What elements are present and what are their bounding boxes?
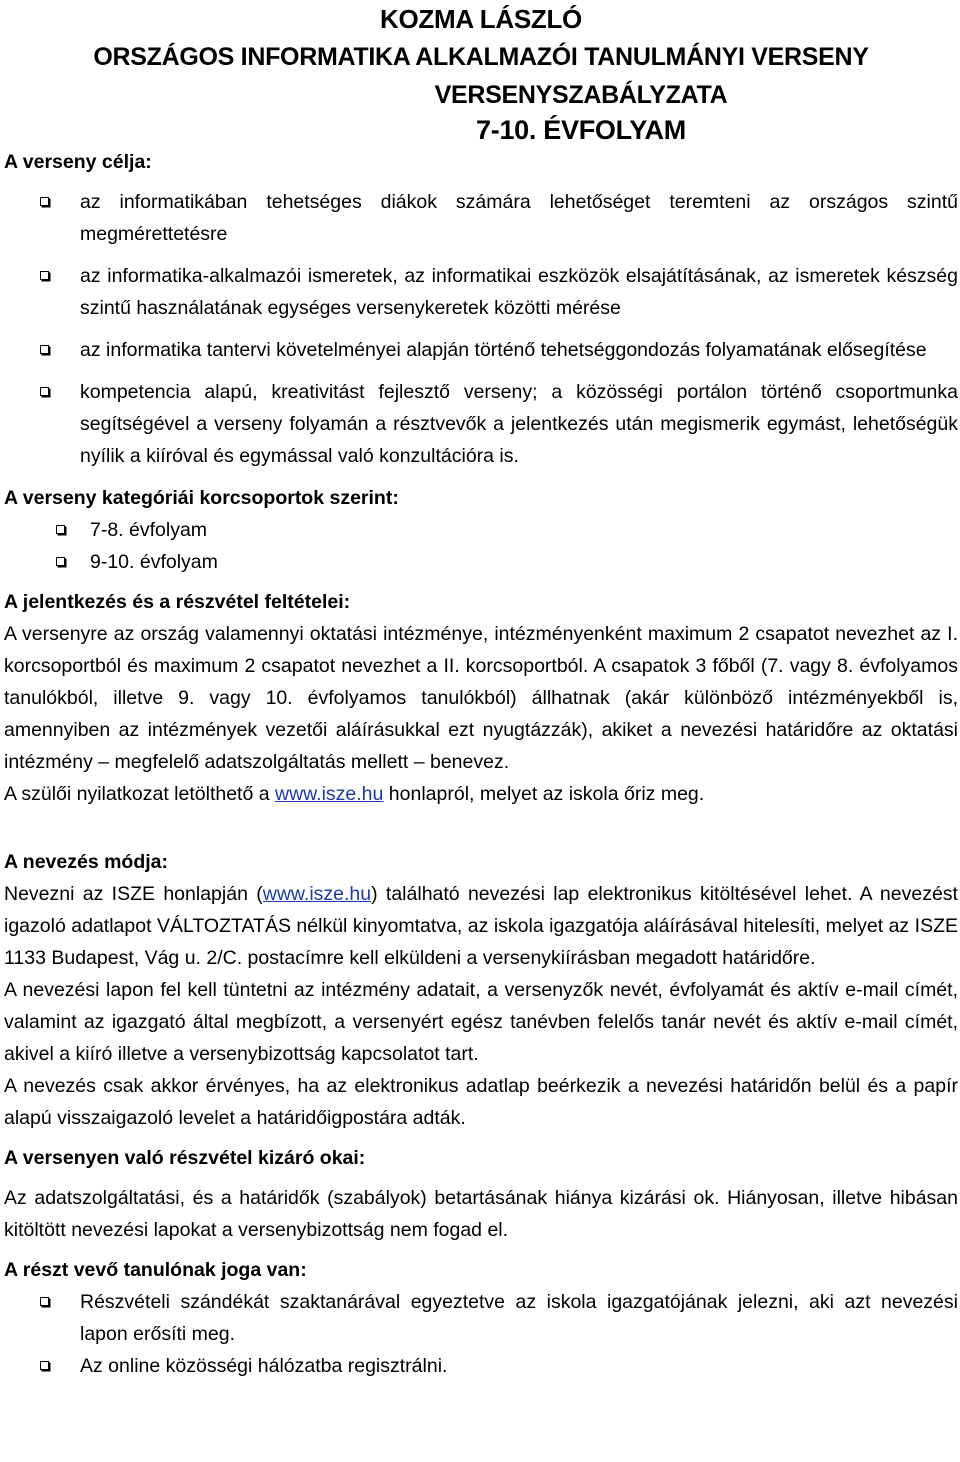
list-item: kompetencia alapú, kreativitást fejlesztő verseny; a közösségi portálon történő csoportmunka segítségével a verseny folyamán a résztvevők a jelentkezés után megismerik egymást, lehetőségük nyílik a kiíróval és egymással való konzultációra is. [4,376,958,472]
list-item: az informatika-alkalmazói ismeretek, az informatikai eszközök elsajátításának, az ismeretek készség szintű használatának egységes versenykeretek közötti mérése [4,260,958,324]
list-item: az informatika tantervi követelményei alapján történő tehetséggondozás folyamatának elősegítése [4,334,958,366]
checkbox-bullet-icon [40,271,49,280]
parent-declaration-paragraph: A szülői nyilatkozat letölthető a www.isze.hu honlapról, melyet az iskola őriz meg. [4,783,705,805]
registration-paragraph-3: A nevezés csak akkor érvényes, ha az elektronikus adatlap beérkezik a nevezési határidőn belül és a papír alapú visszaigazoló levelet a határidőigpostára adták. [4,1075,958,1129]
title-line-2: ORSZÁGOS INFORMATIKA ALKALMAZÓI TANULMÁNYI VERSENY [93,43,869,71]
conditions-heading: A jelentkezés és a részvétel feltételei: [4,591,351,613]
title-line-1: KOZMA LÁSZLÓ [380,4,582,34]
registration-paragraph-2: A nevezési lapon fel kell tüntetni az intézmény adatait, a versenyzők nevét, évfolyamát és aktív e-mail címét, valamint az igazgató által megbízott, a versenyért egész tanévben felelős tanár nevét és aktív e-mail címét, akivel a kiíró illetve a versenybizottság kapcsolatot tart. [4,979,958,1065]
checkbox-bullet-icon [56,525,65,534]
goals-section [4,146,958,472]
conditions-section [4,586,958,810]
registration-section [4,846,958,1134]
exclusion-heading: A versenyen való részvétel kizáró okai: [4,1147,366,1169]
document-title [4,0,958,146]
checkbox-bullet-icon [56,557,65,566]
list-item: Az online közösségi hálózatba regisztrálni. [4,1350,958,1382]
rights-section [4,1254,958,1382]
list-item: az informatikában tehetséges diákok számára lehetőséget teremteni az országos szintű megmérettetésre [4,186,958,250]
goals-list [4,186,958,472]
checkbox-bullet-icon [40,1297,49,1306]
rights-heading: A részt vevő tanulónak joga van: [4,1259,307,1281]
list-item: 7-8. évfolyam [4,514,958,546]
title-line-4: 7-10. ÉVFOLYAM [476,115,686,145]
list-item: Részvételi szándékát szaktanárával egyeztetve az iskola igazgatójának jelezni, aki azt nevezési lapon erősíti meg. [4,1286,958,1350]
list-item: 9-10. évfolyam [4,546,958,578]
exclusion-section [4,1142,958,1246]
exclusion-paragraph: Az adatszolgáltatási, és a határidők (szabályok) betartásának hiánya kizárási ok. Hiányosan, illetve hibásan kitöltött nevezési lapokat a versenybizottság nem fogad el. [4,1187,958,1241]
isze-link[interactable]: www.isze.hu [275,783,384,805]
checkbox-bullet-icon [40,1361,49,1370]
conditions-paragraph: A versenyre az ország valamennyi oktatási intézménye, intézményenként maximum 2 csapatot nevezhet az I. korcsoportból és maximum 2 csapatot nevezhet a II. korcsoportból. A csapatok 3 főből (7. vagy 8. évfolyamos tanulókból, illetve 9. vagy 10. évfolyamos tanulókból) állhatnak (akár különböző intézményekből is, amennyiben az intézmények vezetői aláírásukkal ezt nyugtázzák), akiket a nevezési határidőre az oktatási intézmény – megfelelő adatszolgáltatás mellett – benevez. [4,623,958,773]
title-line-3: VERSENYSZABÁLYZATA [434,81,728,109]
categories-heading: A verseny kategóriái korcsoportok szerint: [4,487,399,509]
checkbox-bullet-icon [40,387,49,396]
categories-section [4,482,958,578]
registration-heading: A nevezés módja: [4,851,168,873]
goals-heading: A verseny célja: [4,151,152,173]
registration-paragraph-1: Nevezni az ISZE honlapján (www.isze.hu) található nevezési lap elektronikus kitöltésével lehet. A nevezést igazoló adatlapot VÁLTOZTATÁS nélkül kinyomtatva, az iskola igazgatója aláírásával hitelesíti, melyet az ISZE 1133 Budapest, Vág u. 2/C. postacímre kell elküldeni a versenykiírásban megadott határidőre. [4,883,958,969]
categories-list [4,514,958,578]
checkbox-bullet-icon [40,197,49,206]
document-page [4,0,958,1382]
checkbox-bullet-icon [40,345,49,354]
isze-link[interactable]: www.isze.hu [262,883,372,905]
rights-list [4,1286,958,1382]
